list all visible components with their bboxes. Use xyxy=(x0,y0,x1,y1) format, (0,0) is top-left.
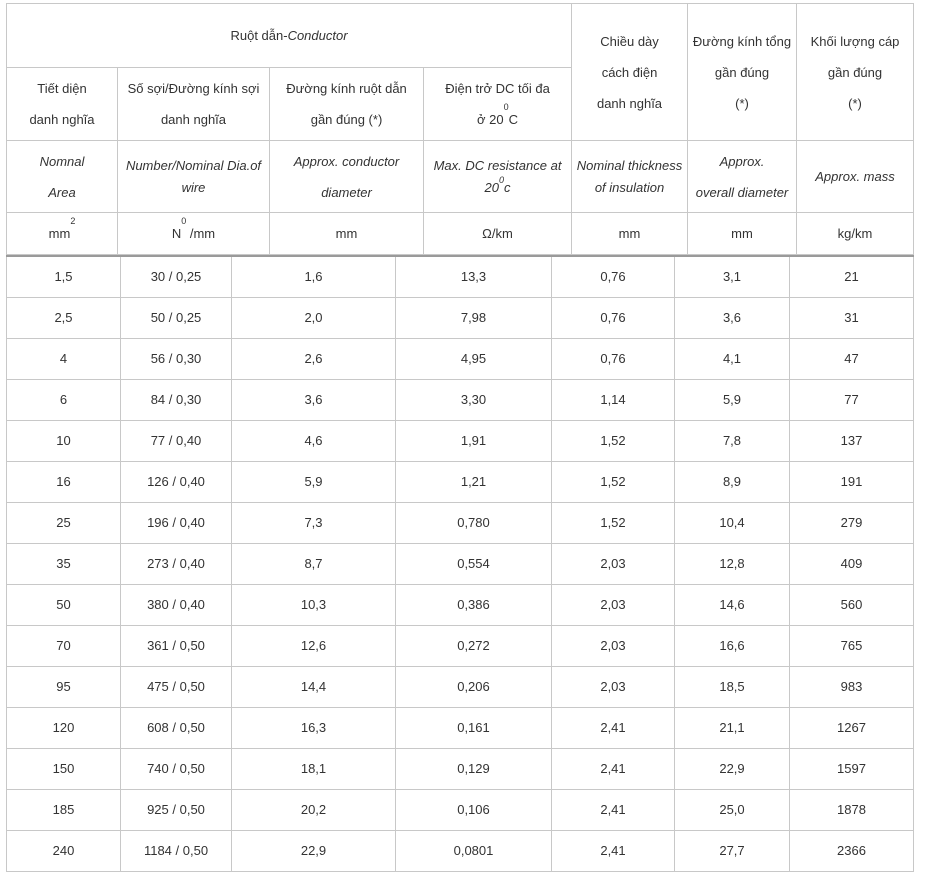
resistance-cell: 4,95 xyxy=(396,339,552,380)
area-cell: 10 xyxy=(7,421,121,462)
insulation-cell: 0,76 xyxy=(552,339,675,380)
nominal-area-header: Tiết diện danh nghĩa xyxy=(7,68,118,141)
conductor-diameter-cell: 2,6 xyxy=(232,339,396,380)
conductor-diameter-cell: 12,6 xyxy=(232,626,396,667)
wire-cell: 273 / 0,40 xyxy=(121,544,232,585)
conductor-diameter-cell: 22,9 xyxy=(232,831,396,872)
cable-mass-header: Khối lượng cáp gần đúng (*) xyxy=(797,4,914,141)
area-cell: 25 xyxy=(7,503,121,544)
overall-diameter-cell: 14,6 xyxy=(675,585,790,626)
area-cell: 4 xyxy=(7,339,121,380)
conductor-diameter-cell: 16,3 xyxy=(232,708,396,749)
overall-diameter-cell: 3,6 xyxy=(675,298,790,339)
wire-cell: 50 / 0,25 xyxy=(121,298,232,339)
en-conductor-diameter-header: Approx. conductor diameter xyxy=(270,141,424,213)
area-cell: 95 xyxy=(7,667,121,708)
unit-resistance: Ω/km xyxy=(424,213,572,255)
insulation-cell: 1,14 xyxy=(552,380,675,421)
table-row xyxy=(7,462,914,503)
resistance-cell: 0,106 xyxy=(396,790,552,831)
dc-resistance-header: Điện trở DC tối đa ở $20^0C$ xyxy=(424,68,572,141)
en-overall-header: Approx. overall diameter xyxy=(688,141,797,213)
table-row xyxy=(7,503,914,544)
unit-insulation: mm xyxy=(572,213,688,255)
insulation-cell: 2,41 xyxy=(552,831,675,872)
resistance-cell: 0,206 xyxy=(396,667,552,708)
en-resistance-header: Max. DC resistance at $20^0c$ xyxy=(424,141,572,213)
area-cell: 16 xyxy=(7,462,121,503)
table-row xyxy=(7,339,914,380)
overall-diameter-cell: 21,1 xyxy=(675,708,790,749)
wire-cell: 361 / 0,50 xyxy=(121,626,232,667)
wire-cell: 84 / 0,30 xyxy=(121,380,232,421)
table-row xyxy=(7,708,914,749)
conductor-diameter-header: Đường kính ruột dẫn gần đúng (*) xyxy=(270,68,424,141)
wire-cell: 126 / 0,40 xyxy=(121,462,232,503)
insulation-cell: 2,41 xyxy=(552,708,675,749)
mass-cell: 983 xyxy=(790,667,914,708)
conductor-diameter-cell: 10,3 xyxy=(232,585,396,626)
mass-cell: 31 xyxy=(790,298,914,339)
mass-cell: 191 xyxy=(790,462,914,503)
unit-conductor: mm xyxy=(270,213,424,255)
insulation-cell: 0,76 xyxy=(552,298,675,339)
overall-diameter-cell: 27,7 xyxy=(675,831,790,872)
wire-cell: 475 / 0,50 xyxy=(121,667,232,708)
mass-cell: 560 xyxy=(790,585,914,626)
insulation-cell: 1,52 xyxy=(552,462,675,503)
table-row xyxy=(7,298,914,339)
en-insulation-header: Nominal thickness of insulation xyxy=(572,141,688,213)
resistance-cell: 0,554 xyxy=(396,544,552,585)
overall-diameter-header: Đường kính tổng gần đúng (*) xyxy=(688,4,797,141)
mass-cell: 1267 xyxy=(790,708,914,749)
area-cell: 35 xyxy=(7,544,121,585)
table-row xyxy=(7,585,914,626)
insulation-cell: 2,41 xyxy=(552,790,675,831)
en-mass-header: Approx. mass xyxy=(797,141,914,213)
conductor-diameter-cell: 20,2 xyxy=(232,790,396,831)
insulation-cell: 2,03 xyxy=(552,626,675,667)
area-cell: 6 xyxy=(7,380,121,421)
wire-cell: 608 / 0,50 xyxy=(121,708,232,749)
overall-diameter-cell: 18,5 xyxy=(675,667,790,708)
table-row xyxy=(7,380,914,421)
table-row xyxy=(7,831,914,872)
wire-cell: 30 / 0,25 xyxy=(121,256,232,298)
resistance-cell: 0,780 xyxy=(396,503,552,544)
conductor-group-header: Ruột dẫn-Conductor xyxy=(7,4,572,68)
mass-cell: 77 xyxy=(790,380,914,421)
wire-cell: 77 / 0,40 xyxy=(121,421,232,462)
mass-cell: 21 xyxy=(790,256,914,298)
conductor-diameter-cell: 1,6 xyxy=(232,256,396,298)
conductor-diameter-cell: 5,9 xyxy=(232,462,396,503)
resistance-cell: 13,3 xyxy=(396,256,552,298)
mass-cell: 409 xyxy=(790,544,914,585)
resistance-cell: 1,21 xyxy=(396,462,552,503)
overall-diameter-cell: 7,8 xyxy=(675,421,790,462)
overall-diameter-cell: 12,8 xyxy=(675,544,790,585)
area-cell: 150 xyxy=(7,749,121,790)
spec-table-header xyxy=(6,3,914,255)
insulation-cell: 2,03 xyxy=(552,544,675,585)
table-row xyxy=(7,790,914,831)
header-row-english xyxy=(7,141,914,213)
area-cell: 1,5 xyxy=(7,256,121,298)
unit-wire: $N^0$ /mm xyxy=(118,213,270,255)
resistance-cell: 3,30 xyxy=(396,380,552,421)
wire-number-header: Số sợi/Đường kính sợi danh nghĩa xyxy=(118,68,270,141)
conductor-diameter-cell: 2,0 xyxy=(232,298,396,339)
overall-diameter-cell: 3,1 xyxy=(675,256,790,298)
table-row xyxy=(7,256,914,298)
area-cell: 70 xyxy=(7,626,121,667)
mass-cell: 137 xyxy=(790,421,914,462)
overall-diameter-cell: 10,4 xyxy=(675,503,790,544)
insulation-cell: 1,52 xyxy=(552,503,675,544)
resistance-cell: 1,91 xyxy=(396,421,552,462)
insulation-cell: 1,52 xyxy=(552,421,675,462)
en-wire-header: Number/Nominal Dia.of wire xyxy=(118,141,270,213)
table-row xyxy=(7,544,914,585)
conductor-diameter-cell: 7,3 xyxy=(232,503,396,544)
area-cell: 120 xyxy=(7,708,121,749)
conductor-diameter-cell: 4,6 xyxy=(232,421,396,462)
unit-overall: mm xyxy=(688,213,797,255)
unit-mass: kg/km xyxy=(797,213,914,255)
table-row xyxy=(7,421,914,462)
insulation-cell: 2,41 xyxy=(552,749,675,790)
conductor-diameter-cell: 18,1 xyxy=(232,749,396,790)
resistance-cell: 7,98 xyxy=(396,298,552,339)
wire-cell: 56 / 0,30 xyxy=(121,339,232,380)
wire-cell: 380 / 0,40 xyxy=(121,585,232,626)
insulation-cell: 0,76 xyxy=(552,256,675,298)
overall-diameter-cell: 22,9 xyxy=(675,749,790,790)
conductor-diameter-cell: 14,4 xyxy=(232,667,396,708)
mass-cell: 47 xyxy=(790,339,914,380)
table-row xyxy=(7,749,914,790)
wire-cell: 740 / 0,50 xyxy=(121,749,232,790)
overall-diameter-cell: 5,9 xyxy=(675,380,790,421)
area-cell: 185 xyxy=(7,790,121,831)
unit-area: $mm^2$ xyxy=(7,213,118,255)
table-row xyxy=(7,667,914,708)
table-row xyxy=(7,626,914,667)
spec-table-body xyxy=(6,255,914,872)
overall-diameter-cell: 25,0 xyxy=(675,790,790,831)
header-row-units xyxy=(7,213,914,255)
resistance-cell: 0,0801 xyxy=(396,831,552,872)
resistance-cell: 0,386 xyxy=(396,585,552,626)
conductor-diameter-cell: 8,7 xyxy=(232,544,396,585)
mass-cell: 2366 xyxy=(790,831,914,872)
resistance-cell: 0,272 xyxy=(396,626,552,667)
insulation-thickness-header: Chiều dày cách điện danh nghĩa xyxy=(572,4,688,141)
resistance-cell: 0,161 xyxy=(396,708,552,749)
area-cell: 50 xyxy=(7,585,121,626)
area-cell: 2,5 xyxy=(7,298,121,339)
wire-cell: 196 / 0,40 xyxy=(121,503,232,544)
mass-cell: 1878 xyxy=(790,790,914,831)
overall-diameter-cell: 16,6 xyxy=(675,626,790,667)
overall-diameter-cell: 8,9 xyxy=(675,462,790,503)
header-row-1 xyxy=(7,4,914,68)
area-cell: 240 xyxy=(7,831,121,872)
mass-cell: 1597 xyxy=(790,749,914,790)
insulation-cell: 2,03 xyxy=(552,667,675,708)
mass-cell: 765 xyxy=(790,626,914,667)
conductor-diameter-cell: 3,6 xyxy=(232,380,396,421)
mass-cell: 279 xyxy=(790,503,914,544)
en-area-header: Nomnal Area xyxy=(7,141,118,213)
resistance-cell: 0,129 xyxy=(396,749,552,790)
wire-cell: 925 / 0,50 xyxy=(121,790,232,831)
wire-cell: 1184 / 0,50 xyxy=(121,831,232,872)
insulation-cell: 2,03 xyxy=(552,585,675,626)
overall-diameter-cell: 4,1 xyxy=(675,339,790,380)
